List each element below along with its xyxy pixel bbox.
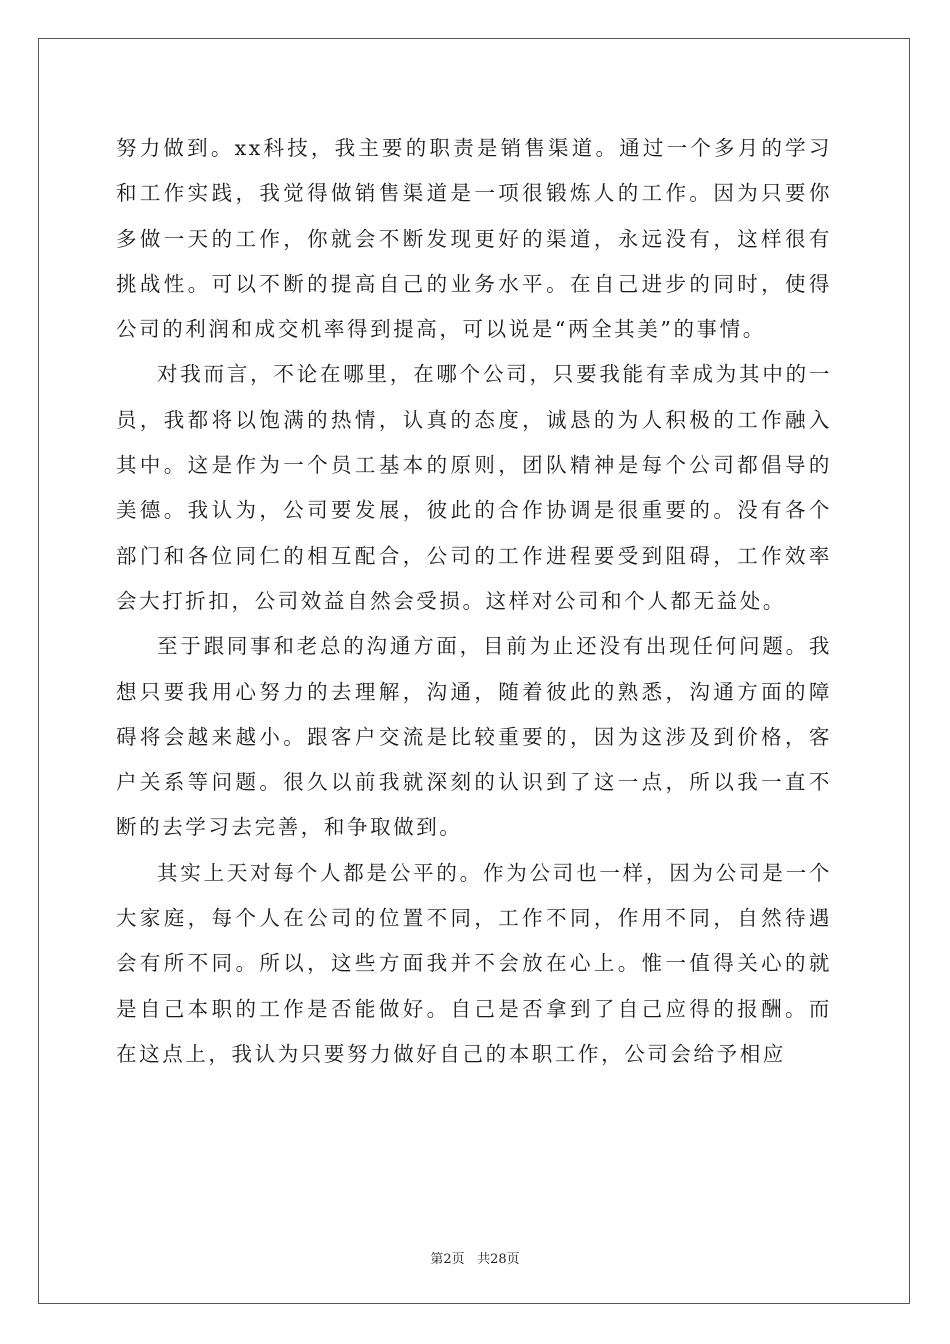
page-number: 第2页 (430, 1252, 465, 1267)
paragraph-2: 对我而言，不论在哪里，在哪个公司，只要我能有幸成为其中的一员，我都将以饱满的热情，认真的态度，诚恳的为人积极的工作融入其中。这是作为一个员工基本的原则，团队精神是每个公司都倡导的美德。我认为，公司要发展，彼此的合作协调是很重要的。没有各个部门和各位同仁的相互配合，公司的工作进程要受到阻碍，工作效率会大打折扣，公司效益自然会受损。这样对公司和个人都无益处。 (116, 362, 832, 613)
paragraph-3: 至于跟同事和老总的沟通方面，目前为止还没有出现任何问题。我想只要我用心努力的去理解，沟通，随着彼此的熟悉，沟通方面的障碍将会越来越小。跟客户交流是比较重要的，因为这涉及到价格，客户关系等问题。很久以前我就深刻的认识到了这一点，所以我一直不断的去学习去完善，和争取做到。 (116, 634, 832, 840)
paragraph-1: 努力做到。xx科技，我主要的职责是销售渠道。通过一个多月的学习和工作实践，我觉得做销售渠道是一项很锻炼人的工作。因为只要你多做一天的工作，你就会不断发现更好的渠道，永远没有，这样很有挑战性。可以不断的提高自己的业务水平。在自己进步的同时，使得公司的利润和成交机率得到提高，可以说是“两全其美”的事情。 (116, 136, 832, 342)
page-footer (0, 1248, 950, 1267)
paragraph-4: 其实上天对每个人都是公平的。作为公司也一样，因为公司是一个大家庭，每个人在公司的位置不同，工作不同，作用不同，自然待遇会有所不同。所以，这些方面我并不会放在心上。惟一值得关心的就是自己本职的工作是否能做好。自己是否拿到了自己应得的报酬。而在这点上，我认为只要努力做好自己的本职工作，公司会给予相应 (116, 860, 832, 1066)
page-total: 共28页 (477, 1252, 520, 1267)
document-body (116, 126, 832, 1077)
